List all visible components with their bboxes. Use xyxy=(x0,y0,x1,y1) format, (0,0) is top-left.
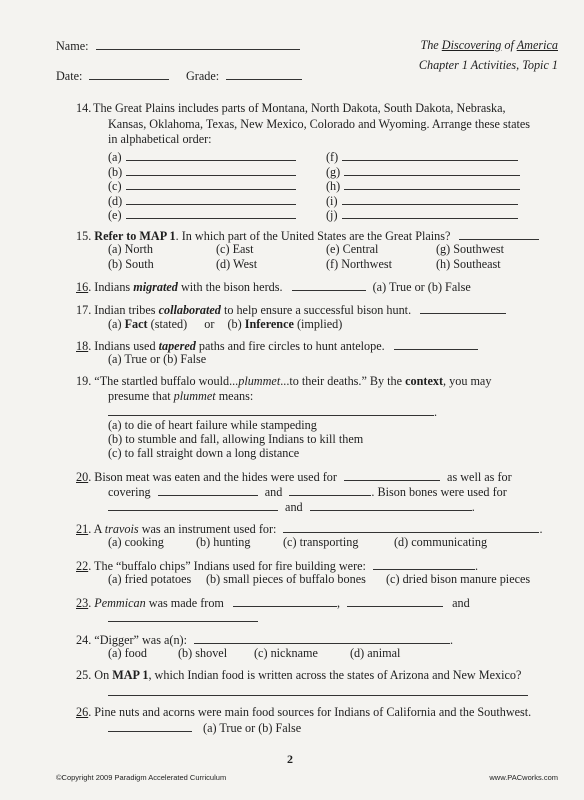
q19-option-a: (a) to die of heart failure while stampeding xyxy=(108,418,317,432)
website-text: www.PACworks.com xyxy=(489,773,558,782)
answer-line[interactable] xyxy=(108,610,258,622)
page-number: 2 xyxy=(287,752,293,766)
q19-option-b: (b) to stumble and fall, allowing Indians to kill them xyxy=(108,432,364,446)
q20-line1: 20. Bison meat was eaten and the hides were used for as well as for xyxy=(76,470,512,484)
q14-answer-a: (a) xyxy=(108,149,296,164)
answer-line[interactable] xyxy=(126,164,296,176)
q14-answer-c: (c) xyxy=(108,178,296,193)
answer-line[interactable] xyxy=(342,149,518,161)
q26-answer: (a) True or (b) False xyxy=(108,720,301,735)
q25-answer-line xyxy=(108,684,528,699)
answer-line[interactable] xyxy=(126,193,296,205)
q21-question: 21. A travois was an instrument used for: . xyxy=(76,522,543,536)
answer-line[interactable] xyxy=(347,595,443,607)
answer-line[interactable] xyxy=(126,178,296,190)
answer-line[interactable] xyxy=(126,149,296,161)
answer-line[interactable] xyxy=(158,484,258,496)
q18-question: 18. Indians used tapered paths and fire circles to hunt antelope. xyxy=(76,338,478,353)
q14-answer-e: (e) xyxy=(108,207,296,222)
q24-option: (a) food xyxy=(108,646,147,660)
q15-option: (f) Northwest xyxy=(326,257,392,271)
q15-question: 15. Refer to MAP 1. In which part of the United States are the Great Plains? xyxy=(76,228,539,243)
date-input-line[interactable] xyxy=(89,68,169,80)
answer-line[interactable] xyxy=(342,193,518,205)
q22-option: (c) dried bison manure pieces xyxy=(386,572,531,586)
book-title: The Discovering of America xyxy=(420,38,558,52)
q14-answer-b: (b) xyxy=(108,164,296,179)
q17-answer-line[interactable] xyxy=(420,302,506,314)
q19-answer-line: . xyxy=(108,404,437,419)
q25-question: 25. On MAP 1, which Indian food is written across the states of Arizona and New Mexico? xyxy=(76,668,522,682)
answer-line[interactable] xyxy=(126,207,296,219)
q24-option: (b) shovel xyxy=(178,646,228,660)
name-field: Name: xyxy=(56,38,300,53)
answer-line[interactable] xyxy=(108,720,192,732)
q22-option: (a) fried potatoes xyxy=(108,572,192,586)
q20-line2: covering and . Bison bones were used for xyxy=(108,485,507,499)
q15-option: (c) East xyxy=(216,242,254,256)
q19-line2: presume that plummet means: xyxy=(108,389,254,403)
q22-answer-line[interactable] xyxy=(373,558,475,570)
answer-line[interactable] xyxy=(344,178,520,190)
q22-question: 22. The “buffalo chips” Indians used for fire building were: . xyxy=(76,559,479,573)
q15-option: (a) North xyxy=(108,242,154,256)
q14-answer-d: (d) xyxy=(108,193,296,208)
q15-option: (d) West xyxy=(216,257,258,271)
q24-answer-line[interactable] xyxy=(194,632,450,644)
q16-answer-line[interactable] xyxy=(292,279,366,291)
q21-option: (a) cooking xyxy=(108,535,164,549)
q21-option: (b) hunting xyxy=(196,535,251,549)
q14-answer-i: (i) xyxy=(326,193,518,208)
copyright-text: ©Copyright 2009 Paradigm Accelerated Curriculum xyxy=(56,773,227,782)
q21-option: (c) transporting xyxy=(283,535,359,549)
q14-answer-f: (f) xyxy=(326,149,518,164)
answer-line[interactable] xyxy=(108,499,278,511)
q15-option: (h) Southeast xyxy=(436,257,501,271)
date-field: Date: xyxy=(56,68,169,83)
q24-option: (d) animal xyxy=(350,646,401,660)
q14-number: 14. xyxy=(76,101,92,115)
grade-field: Grade: xyxy=(186,68,302,83)
q17-question: 17. Indian tribes collaborated to help ensure a successful bison hunt. xyxy=(76,302,506,317)
q15-answer-line[interactable] xyxy=(459,228,539,240)
q24-question: 24. “Digger” was a(n): . xyxy=(76,633,454,647)
answer-line[interactable] xyxy=(310,499,472,511)
q21-answer-line[interactable] xyxy=(283,521,539,533)
q19-line1: 19. “The startled buffalo would...plummet...to their deaths.” By the context, you may xyxy=(76,374,492,388)
q17-options: (a) Fact (stated) or (b) Inference (implied) xyxy=(108,317,343,331)
q14-line1: The Great Plains includes parts of Montana, North Dakota, South Dakota, Nebraska, xyxy=(93,101,506,115)
q15-option: (e) Central xyxy=(326,242,379,256)
q19-option-c: (c) to fall straight down a long distance xyxy=(108,446,300,460)
q23-question: 23. Pemmican was made from , and xyxy=(76,596,470,610)
q20-line3: and . xyxy=(108,499,475,514)
q14-answer-h: (h) xyxy=(326,178,520,193)
q15-option: (g) Southwest xyxy=(436,242,505,256)
grade-input-line[interactable] xyxy=(226,68,302,80)
q14-answer-g: (g) xyxy=(326,164,520,179)
q24-option: (c) nickname xyxy=(254,646,318,660)
chapter-subtitle: Chapter 1 Activities, Topic 1 xyxy=(418,58,558,72)
name-input-line[interactable] xyxy=(96,38,300,50)
q18-answer-line[interactable] xyxy=(394,338,478,350)
q21-option: (d) communicating xyxy=(394,535,488,549)
q14-line3: in alphabetical order: xyxy=(108,132,212,146)
answer-line[interactable] xyxy=(344,164,520,176)
q26-question: 26. Pine nuts and acorns were main food sources for Indians of California and the Southwest. xyxy=(76,705,532,719)
q15-option: (b) South xyxy=(108,257,154,271)
answer-line[interactable] xyxy=(108,684,528,696)
q18-choice: (a) True or (b) False xyxy=(108,352,207,366)
answer-line[interactable] xyxy=(342,207,518,219)
q23-answer-line xyxy=(108,610,258,625)
q14-answer-j: (j) xyxy=(326,207,518,222)
answer-line[interactable] xyxy=(108,404,434,416)
q22-option: (b) small pieces of buffalo bones xyxy=(206,572,366,586)
q16-question: 16. Indians migrated with the bison herds. (a) True or (b) False xyxy=(76,280,471,294)
answer-line[interactable] xyxy=(344,469,440,481)
answer-line[interactable] xyxy=(233,595,337,607)
answer-line[interactable] xyxy=(289,484,371,496)
q14-line2: Kansas, Oklahoma, Texas, New Mexico, Colorado and Wyoming. Arrange these states xyxy=(108,117,531,131)
